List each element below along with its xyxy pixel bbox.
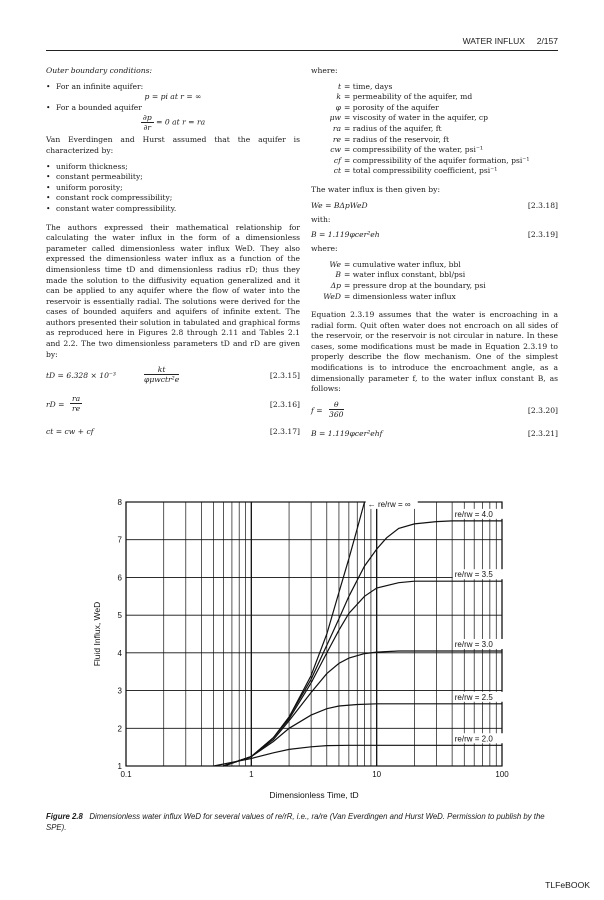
running-header bbox=[46, 36, 558, 50]
y-tick-label: 5 bbox=[117, 611, 122, 621]
def-symbol: We bbox=[329, 259, 341, 269]
definition-row bbox=[311, 124, 558, 135]
eq-td-denominator: φμwctr²e bbox=[144, 375, 180, 385]
bounded-eq-denominator: ∂r bbox=[143, 123, 152, 133]
def-text: = dimensionless water influx bbox=[344, 291, 456, 301]
def-text: = compressibility of the water, psi⁻¹ bbox=[344, 145, 483, 155]
caption-text: Dimensionless water influx WeD for several values of re/rR, i.e., ra/re (Van Everdingen and Hurst WeD. Permission to publish by the SPE). bbox=[46, 812, 545, 832]
eq-rd-fraction bbox=[70, 394, 82, 413]
def-symbol: re bbox=[332, 134, 341, 144]
definition-row bbox=[311, 92, 558, 103]
y-axis-label: Fluid Influx, WeD bbox=[92, 601, 102, 667]
series-label: re/rw = 2.0 bbox=[454, 734, 493, 744]
definition-list-2 bbox=[311, 260, 558, 302]
eq-we-number: [2.3.18] bbox=[527, 200, 558, 210]
eq-f-number: [2.3.20] bbox=[527, 405, 558, 415]
eq-b-text: B = 1.119φcer²eh bbox=[311, 230, 380, 240]
definition-row bbox=[311, 281, 558, 292]
assumption-item: • constant permeability; bbox=[46, 172, 300, 183]
header-rule bbox=[46, 50, 558, 51]
def-symbol: ct bbox=[333, 166, 341, 176]
def-text: = permeability of the aquifer, md bbox=[344, 92, 473, 102]
def-text: = compressibility of the aquifer formation, psi⁻¹ bbox=[344, 155, 530, 165]
def-text: = pressure drop at the boundary, psi bbox=[344, 280, 486, 290]
eq-b2-number: [2.3.21] bbox=[527, 428, 558, 438]
eq-rd-numerator: ra bbox=[72, 394, 81, 404]
eq-b2-text: B = 1.119φcer²ehf bbox=[311, 428, 383, 438]
y-tick-label: 7 bbox=[117, 535, 122, 545]
bounded-eq-numerator: ∂p bbox=[142, 113, 152, 123]
bounded-eq-rest: = 0 at r = ra bbox=[156, 117, 206, 127]
y-tick-label: 1 bbox=[117, 762, 122, 771]
equation-b2 bbox=[311, 429, 558, 443]
x-tick-label: 10 bbox=[372, 770, 382, 779]
y-tick-label: 3 bbox=[117, 686, 122, 696]
definition-row bbox=[311, 156, 558, 167]
eq-td-lhs: tD = 6.328 × 10⁻³ bbox=[46, 371, 116, 381]
eq-rd-lhs: rD = bbox=[46, 400, 65, 410]
def-text: = cumulative water influx, bbl bbox=[344, 259, 461, 269]
def-symbol: Δp bbox=[330, 280, 341, 290]
definition-row bbox=[311, 270, 558, 281]
eq-f-lhs: f = bbox=[311, 405, 323, 415]
series-label: ← re/rw = ∞ bbox=[367, 499, 411, 509]
assumption-item: • constant water compressibility. bbox=[46, 204, 300, 215]
bounded-aquifer-equation bbox=[46, 113, 300, 135]
def-symbol: B bbox=[335, 270, 341, 280]
assumption-item: • uniform porosity; bbox=[46, 183, 300, 194]
def-text: = water influx constant, bbl/psi bbox=[344, 270, 466, 280]
influx-chart bbox=[86, 494, 556, 812]
bounded-aquifer-item: • For a bounded aquifer bbox=[46, 103, 300, 114]
infinite-aquifer-equation: p = pi at r = ∞ bbox=[144, 92, 202, 102]
def-symbol: μw bbox=[329, 113, 341, 123]
definition-row bbox=[311, 135, 558, 146]
figure-caption bbox=[46, 812, 558, 833]
def-symbol: cw bbox=[330, 145, 341, 155]
y-tick-label: 6 bbox=[117, 573, 122, 583]
def-text: = radius of the aquifer, ft bbox=[344, 123, 442, 133]
def-text: = total compressibility coefficient, psi⁻¹ bbox=[344, 166, 498, 176]
assumption-list bbox=[46, 162, 300, 215]
eq-rd-denominator: re bbox=[72, 404, 81, 414]
left-column bbox=[46, 66, 300, 443]
eq-ct-number: [2.3.17] bbox=[269, 427, 300, 437]
def-text: = porosity of the aquifer bbox=[344, 102, 439, 112]
equation-ct bbox=[46, 423, 300, 443]
series-label: re/rw = 4.0 bbox=[454, 509, 493, 519]
equation-td bbox=[46, 365, 300, 389]
bounded-eq-fraction bbox=[141, 113, 154, 132]
series-label: re/rw = 3.5 bbox=[454, 570, 493, 580]
y-tick-label: 2 bbox=[117, 724, 122, 734]
running-title: WATER INFLUX bbox=[462, 36, 525, 46]
def-text: = time, days bbox=[344, 81, 393, 91]
def-symbol: k bbox=[336, 92, 341, 102]
caption-label: Figure 2.8 bbox=[46, 812, 83, 821]
series-line bbox=[224, 502, 365, 766]
veh-intro: Van Everdingen and Hurst assumed that the aquifer is characterized by: bbox=[46, 135, 300, 155]
definition-row bbox=[311, 103, 558, 114]
left-paragraph: The authors expressed their mathematical relationship for calculating the water influx in the form of a dimensionless parameter called dimensionless water influx WeD. They also expressed the dimensionless water influx as a function of the dimensionless time tD and dimensionless radius rD; thus they made the solution to the diffusivity equation generalized and it can be applied to any aquifer where the flow of water into the reservoir is essentially radial. The solutions were derived for the cases of bounded aquifers and aquifers of infinite extent. The authors presented their solution in tabulated and graphical forms as reproduced here in Figures 2.8 through 2.11 and Tables 2.1 and 2.2. The two dimensionless parameters tD and rD are given by: bbox=[46, 222, 300, 359]
figure-2-8 bbox=[86, 494, 556, 812]
def-symbol: t bbox=[337, 81, 341, 91]
footer-mark: TLFeBOOK bbox=[545, 880, 590, 890]
assumption-item: • constant rock compressibility; bbox=[46, 193, 300, 204]
definition-row bbox=[311, 260, 558, 271]
definition-row bbox=[311, 113, 558, 124]
right-column bbox=[311, 66, 558, 443]
x-tick-label: 100 bbox=[495, 770, 509, 779]
series-line bbox=[214, 745, 502, 766]
definition-row bbox=[311, 145, 558, 156]
infinite-aquifer-item: • For an infinite aquifer: bbox=[46, 82, 300, 93]
definition-row bbox=[311, 82, 558, 93]
eq-b-number: [2.3.19] bbox=[527, 230, 558, 240]
y-tick-label: 4 bbox=[117, 648, 122, 658]
eq-f-fraction bbox=[329, 400, 344, 419]
x-axis-label: Dimensionless Time, tD bbox=[269, 790, 359, 800]
where-label-1: where: bbox=[311, 66, 338, 75]
definition-list-1 bbox=[311, 82, 558, 177]
eq-f-denominator: 360 bbox=[329, 409, 344, 419]
with-label: with: bbox=[311, 214, 331, 224]
y-tick-label: 8 bbox=[117, 498, 122, 507]
series-label: re/rw = 3.0 bbox=[454, 639, 493, 649]
def-text: = viscosity of water in the aquifer, cp bbox=[344, 113, 489, 123]
x-tick-label: 0.1 bbox=[120, 770, 132, 779]
definition-row bbox=[311, 166, 558, 177]
def-symbol: φ bbox=[335, 102, 341, 112]
assumption-item: • uniform thickness; bbox=[46, 162, 300, 173]
equation-b bbox=[311, 230, 558, 244]
eq-td-fraction bbox=[144, 365, 179, 384]
page-number: 2/157 bbox=[536, 36, 558, 46]
plot-frame bbox=[126, 499, 502, 766]
series-label: re/rw = 2.5 bbox=[454, 692, 493, 702]
eq-td-number: [2.3.15] bbox=[269, 371, 300, 381]
equation-f bbox=[311, 400, 558, 424]
def-symbol: cf bbox=[333, 155, 341, 165]
equation-rd bbox=[46, 394, 300, 418]
def-symbol: WeD bbox=[323, 291, 341, 301]
equation-we bbox=[311, 201, 558, 215]
eq-we-text: We = BΔpWeD bbox=[311, 200, 368, 210]
eq-td-numerator: kt bbox=[144, 365, 179, 375]
x-tick-label: 1 bbox=[249, 770, 254, 779]
definition-row bbox=[311, 292, 558, 303]
outer-boundary-heading: Outer boundary conditions: bbox=[46, 66, 153, 75]
def-symbol: ra bbox=[332, 123, 341, 133]
eq-f-numerator: θ bbox=[329, 400, 344, 410]
influx-intro: The water influx is then given by: bbox=[311, 184, 441, 194]
eq-rd-number: [2.3.16] bbox=[269, 400, 300, 410]
eq-ct-text: ct = cw + cf bbox=[46, 427, 94, 437]
def-text: = radius of the reservoir, ft bbox=[344, 134, 449, 144]
where-label-2: where: bbox=[311, 244, 338, 254]
series-line bbox=[224, 651, 503, 766]
right-paragraph: Equation 2.3.19 assumes that the water is encroaching in a radial form. Quit often water does not encroach on all sides of the reservoir, or the reservoir is not circular in nature. In these cases, some modifications must be made in Equation 2.3.19 to properly describe the flow mechanism. One of the simplest modifications is to introduce the encroachment angle, as a dimensionally parameter f, to the water influx constant B, as follows: bbox=[311, 310, 558, 394]
